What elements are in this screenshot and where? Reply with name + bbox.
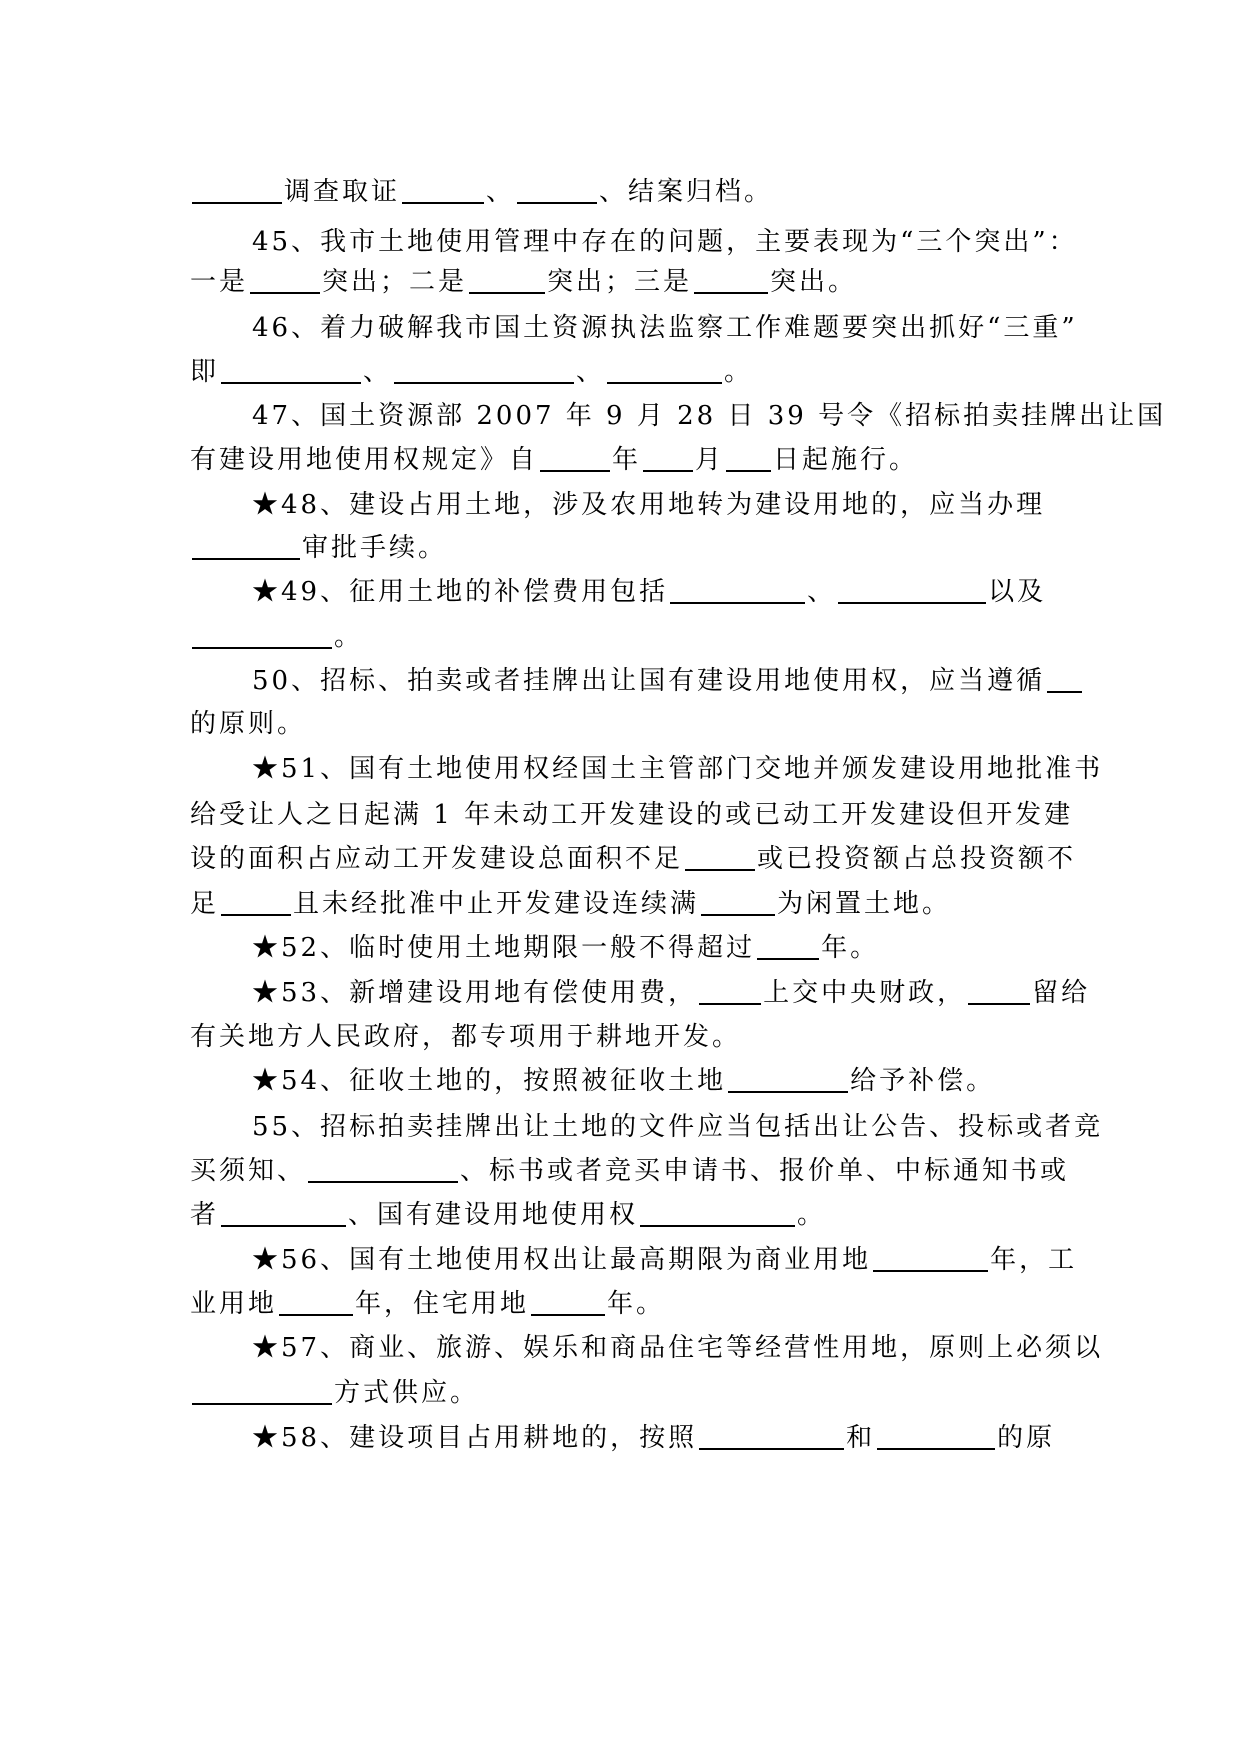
text-segment: 留给 xyxy=(1032,978,1091,1008)
text-segment: 月 xyxy=(695,445,725,475)
question-number: ★52、 xyxy=(252,933,350,963)
text-segment: 、标书或者竞买申请书、报价单、中标通知书或 xyxy=(460,1156,1070,1186)
text-segment: 年。 xyxy=(607,1289,666,1319)
text-segment: 调查取证 xyxy=(284,177,401,207)
text-line xyxy=(190,352,1090,392)
text-segment: 业用地 xyxy=(190,1289,278,1319)
question-number: 50、 xyxy=(252,666,321,696)
text-segment: 给予补偿。 xyxy=(850,1066,996,1096)
text-segment: 建设项目占用耕地的，按照 xyxy=(349,1423,698,1453)
fill-blank[interactable] xyxy=(699,1424,844,1450)
text-line xyxy=(252,661,1152,701)
text-segment: 、 xyxy=(363,357,393,387)
fill-blank[interactable] xyxy=(643,446,693,472)
text-line xyxy=(190,704,1090,744)
text-segment: 有关地方人民政府，都专项用于耕地开发。 xyxy=(190,1022,742,1052)
fill-blank[interactable] xyxy=(694,268,768,294)
text-segment: 或已投资额占总投资额不 xyxy=(757,844,1077,874)
fill-blank[interactable] xyxy=(221,890,291,916)
fill-blank[interactable] xyxy=(221,1201,346,1227)
text-line xyxy=(190,1373,1090,1413)
text-segment: 年 xyxy=(612,445,642,475)
text-segment: 方式供应。 xyxy=(334,1378,480,1408)
text-segment: 国有土地使用权经国土主管部门交地并颁发建设用地批准书 xyxy=(349,754,1104,784)
fill-blank[interactable] xyxy=(726,446,771,472)
text-segment: 给受让人之日起满 1 年未动工开发建设的或已动工开发建设但开发建 xyxy=(190,800,1074,830)
fill-blank[interactable] xyxy=(531,1290,605,1316)
text-segment: 建设占用土地，涉及农用地转为建设用地的，应当办理 xyxy=(349,490,1046,520)
fill-blank[interactable] xyxy=(701,890,775,916)
text-segment: 的原则。 xyxy=(190,709,307,739)
text-segment: 年，工 xyxy=(990,1245,1078,1275)
question-number: ★51、 xyxy=(252,754,350,784)
text-segment: 、国有建设用地使用权 xyxy=(348,1200,639,1230)
text-segment: 审批手续。 xyxy=(302,533,448,563)
text-segment: 着力破解我市国土资源执法监察工作难题要突出抓好“三重” xyxy=(320,313,1078,343)
text-line xyxy=(190,1284,1090,1324)
text-segment: 足 xyxy=(190,889,220,919)
fill-blank[interactable] xyxy=(192,178,282,204)
fill-blank[interactable] xyxy=(279,1290,353,1316)
text-line xyxy=(252,1328,1152,1368)
text-segment: 买须知、 xyxy=(190,1156,307,1186)
text-segment: 有建设用地使用权规定》自 xyxy=(190,445,539,475)
question-number: ★56、 xyxy=(252,1245,350,1275)
fill-blank[interactable] xyxy=(873,1246,988,1272)
question-number: ★57、 xyxy=(252,1333,350,1363)
text-segment: 征收土地的，按照被征收土地 xyxy=(349,1066,727,1096)
text-segment: 征用土地的补偿费用包括 xyxy=(349,577,669,607)
text-line xyxy=(190,172,1090,212)
text-segment: 临时使用土地期限一般不得超过 xyxy=(349,933,756,963)
text-segment: 年。 xyxy=(821,933,880,963)
question-number: 46、 xyxy=(252,313,321,343)
text-line xyxy=(252,396,1167,436)
question-number: ★48、 xyxy=(252,490,350,520)
fill-blank[interactable] xyxy=(469,268,545,294)
text-segment: 一是 xyxy=(190,267,249,297)
text-segment: 招标拍卖挂牌出让土地的文件应当包括出让公告、投标或者竞 xyxy=(320,1112,1104,1142)
text-segment: 、 xyxy=(486,177,516,207)
question-number: 55、 xyxy=(252,1112,321,1142)
text-segment: 年，住宅用地 xyxy=(355,1289,530,1319)
fill-blank[interactable] xyxy=(517,178,597,204)
fill-blank[interactable] xyxy=(670,578,805,604)
fill-blank[interactable] xyxy=(308,1157,458,1183)
text-line xyxy=(252,222,1152,262)
text-segment: 即 xyxy=(190,357,220,387)
text-segment: 国土资源部 2007 年 9 月 28 日 39 号令《招标拍卖挂牌出让国 xyxy=(320,401,1167,431)
text-segment: 和 xyxy=(846,1423,876,1453)
text-line xyxy=(252,749,1152,789)
text-segment: 、 xyxy=(807,577,837,607)
fill-blank[interactable] xyxy=(394,358,574,384)
question-number: ★54、 xyxy=(252,1066,350,1096)
fill-blank[interactable] xyxy=(540,446,610,472)
text-segment: 突出。 xyxy=(770,267,858,297)
text-line xyxy=(252,308,1152,348)
text-segment: 、 xyxy=(576,357,606,387)
text-line xyxy=(190,528,1090,568)
question-number: 45、 xyxy=(252,227,321,257)
text-line xyxy=(252,928,1152,968)
text-segment: 。 xyxy=(334,622,364,652)
fill-blank[interactable] xyxy=(250,268,320,294)
question-number: ★53、 xyxy=(252,978,350,1008)
text-line xyxy=(252,1061,1152,1101)
text-line xyxy=(190,262,1090,302)
text-segment: 突出；三是 xyxy=(547,267,693,297)
question-number: ★49、 xyxy=(252,577,350,607)
text-segment: 且未经批准中止开发建设连续满 xyxy=(293,889,700,919)
fill-blank[interactable] xyxy=(699,979,761,1005)
text-line xyxy=(252,1107,1152,1147)
text-segment: 者 xyxy=(190,1200,220,1230)
text-segment: 上交中央财政， xyxy=(763,978,967,1008)
text-segment: 新增建设用地有偿使用费， xyxy=(349,978,698,1008)
fill-blank[interactable] xyxy=(757,934,819,960)
fill-blank[interactable] xyxy=(192,534,300,560)
text-segment: 。 xyxy=(797,1200,827,1230)
text-line xyxy=(252,572,1152,612)
question-number: 47、 xyxy=(252,401,321,431)
text-segment: 。 xyxy=(724,357,754,387)
text-segment: 的原 xyxy=(997,1423,1056,1453)
fill-blank[interactable] xyxy=(402,178,484,204)
fill-blank[interactable] xyxy=(1047,667,1082,693)
text-line xyxy=(252,1240,1152,1280)
text-segment: 设的面积占应动工开发建设总面积不足 xyxy=(190,844,684,874)
text-segment: 为闲置土地。 xyxy=(777,889,952,919)
text-line xyxy=(190,617,1090,657)
text-line xyxy=(252,973,1152,1013)
fill-blank[interactable] xyxy=(838,578,986,604)
text-line xyxy=(252,1418,1152,1458)
text-line xyxy=(190,1017,1090,1057)
text-line xyxy=(190,1195,1090,1235)
fill-blank[interactable] xyxy=(640,1201,795,1227)
text-segment: 以及 xyxy=(988,577,1047,607)
text-segment: 国有土地使用权出让最高期限为商业用地 xyxy=(349,1245,872,1275)
text-line xyxy=(190,795,1090,835)
question-number: ★58、 xyxy=(252,1423,350,1453)
fill-blank[interactable] xyxy=(968,979,1030,1005)
text-segment: 我市土地使用管理中存在的问题，主要表现为“三个突出”： xyxy=(320,227,1078,257)
fill-blank[interactable] xyxy=(877,1424,995,1450)
fill-blank[interactable] xyxy=(192,623,332,649)
fill-blank[interactable] xyxy=(685,845,755,871)
text-line xyxy=(190,839,1090,879)
fill-blank[interactable] xyxy=(192,1379,332,1405)
fill-blank[interactable] xyxy=(728,1067,848,1093)
text-line xyxy=(190,1151,1090,1191)
fill-blank[interactable] xyxy=(607,358,722,384)
text-segment: 商业、旅游、娱乐和商品住宅等经营性用地，原则上必须以 xyxy=(349,1333,1104,1363)
fill-blank[interactable] xyxy=(221,358,361,384)
text-segment: 、结案归档。 xyxy=(599,177,774,207)
text-line xyxy=(190,440,1090,480)
text-segment: 招标、拍卖或者挂牌出让国有建设用地使用权，应当遵循 xyxy=(320,666,1046,696)
text-segment: 日起施行。 xyxy=(773,445,919,475)
text-line xyxy=(252,485,1152,525)
text-segment: 突出；二是 xyxy=(322,267,468,297)
text-line xyxy=(190,884,1090,924)
